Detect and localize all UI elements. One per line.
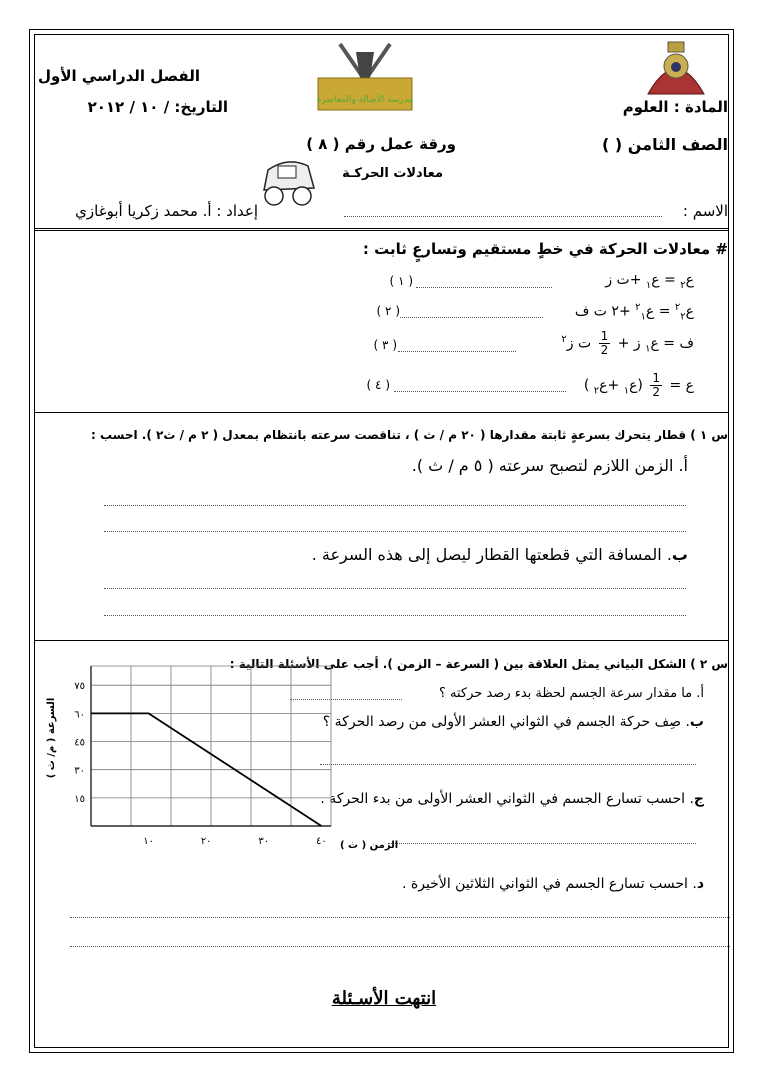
answer-line[interactable] <box>104 588 686 589</box>
answer-line[interactable] <box>104 531 686 532</box>
equation-3: ف = ع$_١$ ز + $\frac{1}{2}$ ت ز$^٢$ <box>561 329 694 357</box>
section-divider <box>34 228 729 231</box>
answer-line[interactable] <box>388 843 696 844</box>
end-of-questions: انتهت الأسـئلة <box>331 988 437 1009</box>
x-tick-label: ٤٠ <box>316 836 327 847</box>
q2-part-d: د. احسب تسارع الجسم في الثواني الثلاثين الأخيرة . <box>402 876 704 892</box>
x-tick-label: ١٠ <box>143 836 154 847</box>
equation-4: ع = $\frac{1}{2}$ (ع$_١$ +ع$_٢$ ) <box>583 371 694 399</box>
worksheet-number: ورقة عمل رقم ( ٨ ) <box>306 135 456 153</box>
x-tick-label: ٢٠ <box>200 836 212 847</box>
school-banner-text: مدرسة الأصالة والمعاصرة <box>316 95 414 105</box>
y-tick-label: ١٥ <box>74 793 85 805</box>
q2-part-a: أ. ما مقدار سرعة الجسم لحظة بدء رصد حركته ؟ <box>439 686 704 701</box>
equation-1-leader <box>416 287 552 288</box>
q2-part-c: ج. احسب تسارع الجسم في الثواني العشر الأولى من بدء الحركة . <box>320 791 704 807</box>
q2-part-b: ب. صِف حركة الجسم في الثواني العشر الأولى من رصد الحركة ؟ <box>322 714 704 730</box>
answer-line[interactable] <box>70 917 730 918</box>
answer-line[interactable] <box>70 946 730 947</box>
jordan-emblem-icon <box>640 36 712 98</box>
equation-1: ع$_٢$ = ع$_١$ +ت ز <box>605 272 694 291</box>
y-tick-label: ٤٥ <box>74 737 85 749</box>
y-tick-label: ٧٥ <box>74 681 85 693</box>
x-tick-label: ٣٠ <box>258 836 270 847</box>
q1-part-b: ب. المسافة التي قطعتها القطار ليصل إلى هذه السرعة . <box>311 545 688 564</box>
fraction-half: $\frac{1}{2}$ <box>652 371 660 399</box>
equation-3-leader <box>398 351 516 352</box>
velocity-time-chart <box>40 660 399 860</box>
school-logo-icon <box>318 22 412 112</box>
equation-2-number: ( ٢ ) <box>376 304 400 318</box>
fraction-half: $\frac{1}{2}$ <box>600 329 609 357</box>
author-label: إعداد : أ. محمد زكريا أبوغازي <box>75 202 258 220</box>
equation-4-leader <box>394 391 566 392</box>
y-axis-label: السرعة ( م/ ث ) <box>46 697 57 779</box>
equation-3-number: ( ٣ ) <box>373 338 397 352</box>
date-label: التاريخ: / ١٠ / ٢٠١٢ <box>87 98 228 116</box>
equations-heading: # معادلات الحركة في خطٍ مستقيم وتسارعٍ ثابت : <box>362 240 728 258</box>
cartoon-car-icon <box>258 152 320 210</box>
x-axis-label: الزمن ( ث ) <box>340 840 399 851</box>
page-frame-inner <box>34 34 729 1048</box>
chart-grid <box>91 666 331 826</box>
equation-2-leader <box>400 317 543 318</box>
equation-2: ع$^٢_٢$ = ع$^٢_١$ +٢ ت ف <box>574 302 694 323</box>
equation-4-number: ( ٤ ) <box>366 378 390 392</box>
y-tick-label: ٣٠ <box>74 765 85 777</box>
grade-label: الصف الثامن ( ) <box>602 135 728 154</box>
answer-line[interactable] <box>320 764 696 765</box>
answer-line[interactable] <box>104 615 686 616</box>
y-tick-label: ٦٠ <box>74 709 85 721</box>
chart-ticks <box>74 681 327 847</box>
q2-text: س ٢ ) الشكل البياني يمثل العلاقة بين ( السرعة – الزمن ). أجب على الأسئلة التالية : <box>229 657 728 671</box>
q1-text: س ١ ) قطار يتحرك بسرعةٍ ثابتة مقدارها ( ٢٠ م / ث ) ، تناقصت سرعته بانتظام بمعدل ( ٢ م / ث٢ ). احسب : <box>90 428 728 442</box>
name-label: الاسم : <box>682 202 728 220</box>
topic-label: معادلات الحركـة <box>342 166 443 181</box>
equation-1-number: ( ١ ) <box>389 274 413 288</box>
section-divider <box>34 640 729 641</box>
section-divider <box>34 412 729 413</box>
q1-part-a: أ. الزمن اللازم لتصبح سرعته ( ٥ م / ث ). <box>411 456 688 475</box>
subject-label: المادة : العلوم <box>622 98 728 116</box>
term-label: الفصل الدراسي الأول <box>38 67 200 85</box>
answer-line[interactable] <box>104 505 686 506</box>
name-input-line[interactable] <box>344 216 662 217</box>
